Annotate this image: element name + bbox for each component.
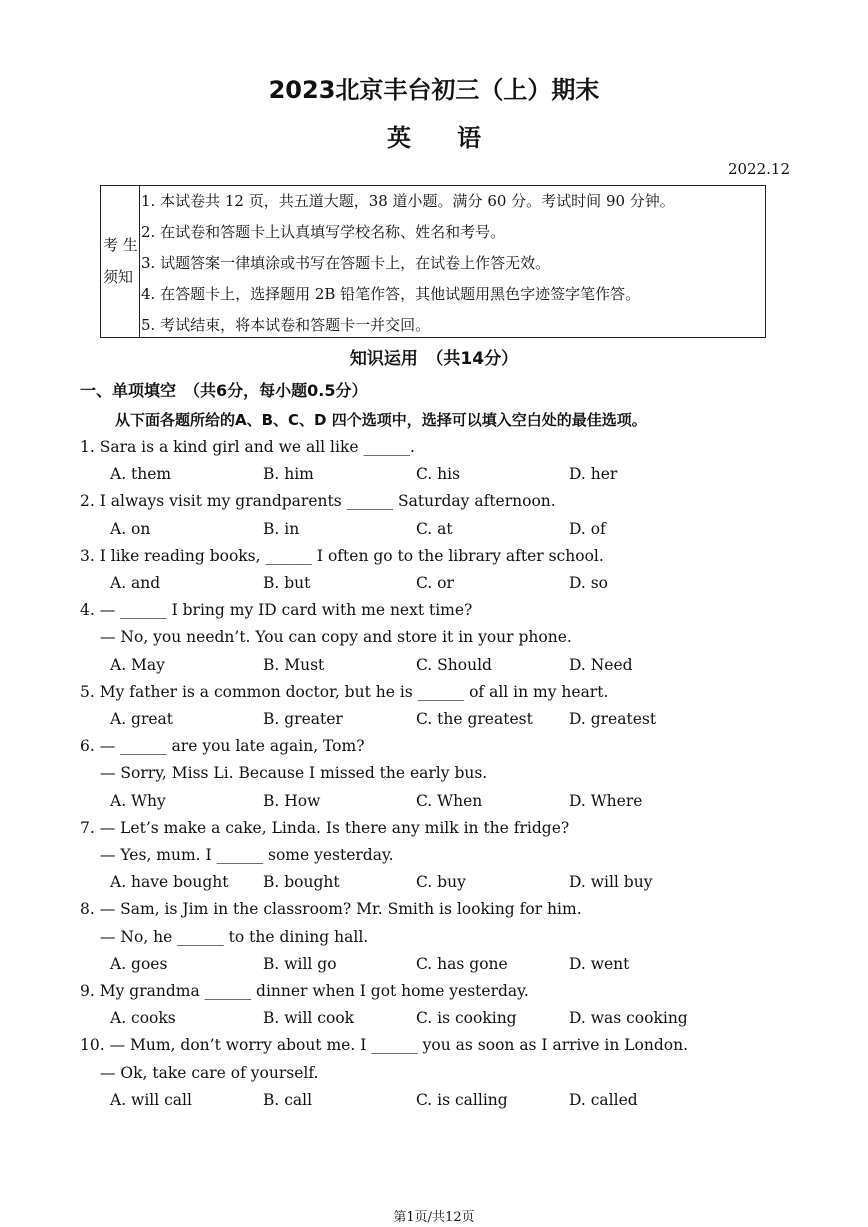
answer-option-d: D. so [569, 574, 609, 592]
answer-option-c: C. is cooking [416, 1009, 517, 1028]
answer-option-d: D. of [569, 519, 606, 538]
answer-option-d: D. called [569, 1090, 638, 1109]
answer-option-a: A. on [110, 519, 151, 538]
answer-option-c: C. his [416, 465, 461, 484]
notice-item: 5. 考试结束，将本试卷和答题卡一并交回。 [141, 316, 431, 334]
answer-option-b: B. How [263, 791, 321, 810]
answer-option-d: D. Where [569, 791, 643, 810]
question-stem: 5. My father is a common doctor, but he is ______ of all in my heart. [80, 682, 609, 701]
question-reply: — Sorry, Miss Li. Because I missed the early bus. [100, 764, 488, 783]
answer-option-d: D. her [569, 465, 618, 484]
notice-label [101, 186, 140, 337]
answer-option-c: C. is calling [416, 1090, 508, 1109]
answer-option-a: A. and [110, 574, 161, 592]
answer-option-c: C. at [416, 519, 453, 538]
answer-option-a: A. May [110, 655, 165, 674]
answer-option-b: B. greater [263, 710, 343, 728]
section-title: 知识运用 （共14分） [349, 349, 519, 369]
notice-box [100, 185, 766, 338]
answer-option-b: B. bought [263, 873, 340, 892]
question-reply: — Ok, take care of yourself. [100, 1063, 319, 1082]
answer-option-c: C. the greatest [416, 710, 533, 728]
answer-option-a: A. have bought [110, 873, 229, 892]
page-number: 第1页/共12页 [393, 1210, 475, 1225]
answer-option-d: D. Need [569, 655, 633, 674]
question-stem: 7. — Let’s make a cake, Linda. Is there any milk in the fridge? [80, 818, 570, 837]
question-stem: 6. — ______ are you late again, Tom? [80, 737, 365, 756]
answer-option-b: B. Must [263, 655, 325, 674]
answer-option-c: C. has gone [416, 954, 508, 973]
notice-item: 3. 试题答案一律填涂或书写在答题卡上，在试卷上作答无效。 [141, 254, 551, 272]
answer-option-b: B. in [263, 519, 300, 538]
notice-item: 1. 本试卷共 12 页，共五道大题，38 道小题。满分 60 分。考试时间 90 分钟。 [141, 192, 675, 210]
question-stem: 10. — Mum, don’t worry about me. I ______ you as soon as I arrive in London. [80, 1036, 688, 1055]
question-reply: — Yes, mum. I ______ some yesterday. [100, 846, 394, 864]
answer-option-a: A. them [110, 465, 172, 484]
answer-option-b: B. call [263, 1090, 313, 1109]
question-reply: — No, you needn’t. You can copy and store it in your phone. [100, 628, 572, 647]
answer-option-b: B. him [263, 465, 314, 484]
answer-option-a: A. cooks [110, 1009, 176, 1028]
answer-option-d: D. will buy [569, 873, 653, 892]
answer-option-c: C. or [416, 574, 454, 592]
exam-title: 2023北京丰台初三（上）期末 [268, 76, 600, 104]
notice-item: 2. 在试卷和答题卡上认真填写学校名称、姓名和考号。 [141, 223, 506, 241]
answer-option-b: B. but [263, 574, 311, 592]
question-reply: — No, he ______ to the dining hall. [100, 927, 369, 946]
question-stem: 3. I like reading books, ______ I often go to the library after school. [80, 546, 604, 565]
question-stem: 2. I always visit my grandparents ______ Saturday afternoon. [80, 492, 556, 511]
answer-option-b: B. will cook [263, 1009, 355, 1028]
exam-date: 2022.12 [727, 160, 790, 178]
answer-option-a: A. great [110, 710, 174, 728]
answer-option-a: A. goes [110, 954, 168, 973]
subject-title: 英语 [387, 124, 527, 152]
question-stem: 1. Sara is a kind girl and we all like ______. [80, 438, 415, 456]
notice-item: 4. 在答题卡上，选择题用 2B 铅笔作答，其他试题用黑色字迹签字笔作答。 [141, 285, 641, 303]
notice-label-line1: 考 生 [103, 236, 138, 254]
answer-option-d: D. greatest [569, 710, 657, 728]
question-stem: 4. — ______ I bring my ID card with me next time? [80, 601, 473, 620]
notice-label-line2: 须知 [103, 268, 134, 286]
answer-option-c: C. Should [416, 655, 492, 674]
answer-option-a: A. Why [110, 791, 166, 810]
answer-option-a: A. will call [110, 1090, 192, 1109]
answer-option-d: D. was cooking [569, 1009, 688, 1028]
question-stem: 8. — Sam, is Jim in the classroom? Mr. Smith is looking for him. [80, 900, 582, 919]
answer-option-d: D. went [569, 954, 630, 973]
answer-option-b: B. will go [263, 954, 337, 973]
part-title: 一、单项填空 （共6分，每小题0.5分） [80, 381, 368, 400]
instructions: 从下面各题所给的A、B、C、D 四个选项中，选择可以填入空白处的最佳选项。 [115, 411, 647, 429]
answer-option-c: C. When [416, 791, 483, 810]
answer-option-c: C. buy [416, 873, 466, 892]
question-stem: 9. My grandma ______ dinner when I got home yesterday. [80, 982, 529, 1000]
